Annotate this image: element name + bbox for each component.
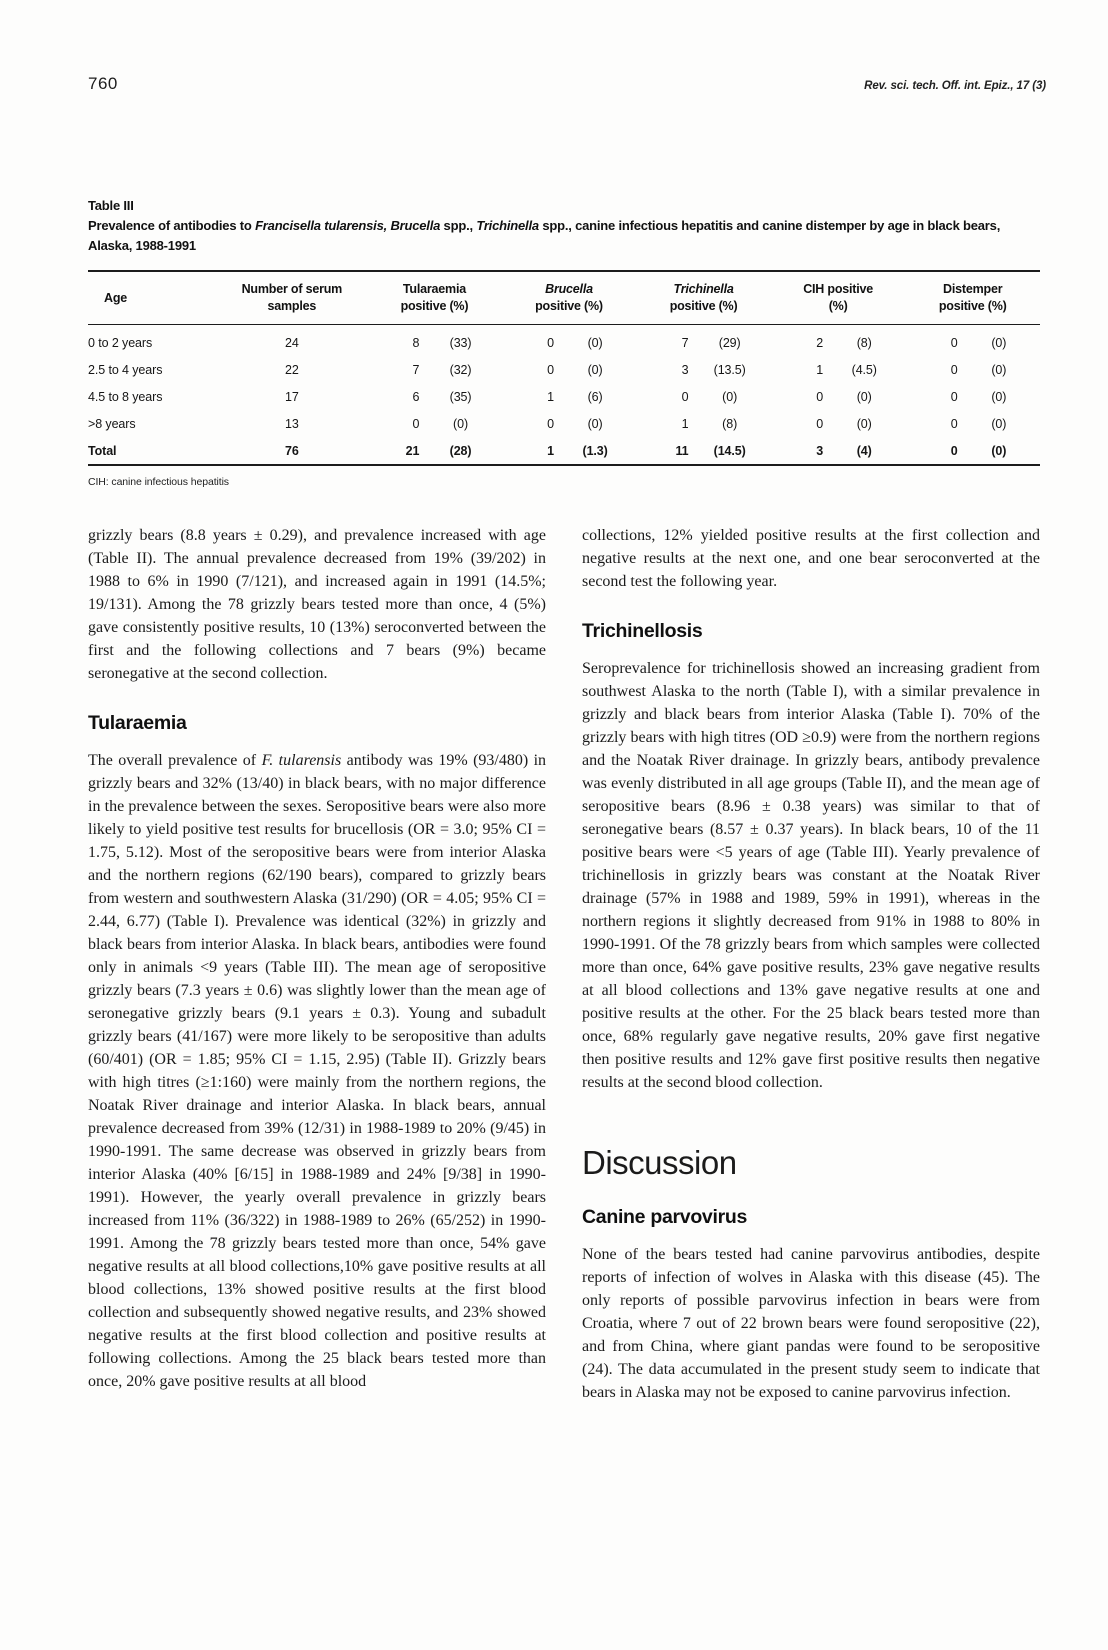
col-header-tularaemia: Tularaemia positive (%) — [367, 271, 502, 324]
table-cell: (14.5) — [713, 443, 746, 458]
table-cell: (0) — [856, 416, 872, 431]
col-header-distemper: Distemper positive (%) — [905, 271, 1040, 324]
paragraph — [88, 749, 546, 1393]
table-cell: (33) — [449, 335, 472, 350]
table-cell: 0 — [950, 416, 958, 431]
table-header — [88, 271, 1040, 324]
table-cell: 13 — [284, 416, 299, 431]
text-run: None of the bears tested had canine parvovirus antibodies, despite reports of infection of wolves in Alaska with this disease (45). The only reports of possible parvovirus infection in bears were from Croatia, where 7 out of 22 brown bears were found seropositive (22), and from China, where giant pandas were found to be seropositive (24). The data accumulated in the present study seem to indicate that bears in Alaska may not be exposed to canine parvovirus infection. — [582, 1246, 1040, 1401]
table-cell: 22 — [284, 362, 299, 377]
table-cell: (4.5) — [851, 362, 877, 377]
table-cell: (0) — [991, 362, 1007, 377]
table-cell: (0) — [587, 362, 603, 377]
table-cell: 76 — [284, 443, 299, 458]
text-run: antibody was 19% (93/480) in grizzly bears and 32% (13/40) in black bears, with no major difference in the prevalence between the sexes. Seropositive bears were also more likely to yield positive test results for brucellosis (OR = 3.0; 95% CI = 1.75, 5.12). Most of the seropositive bears were from interior Alaska and the northern regions (62/190 bears), compared to grizzly bears from western and southwestern Alaska (31/290) (OR = 4.05; 95% CI = 2.44, 6.77) (Table I). Prevalence was identical (32%) in grizzly and black bears from interior Alaska. In black bears, antibodies were found only in animals <9 years (Table III). The mean age of seropositive grizzly bears (7.3 years ± 0.6) was slightly lower than the mean age of seronegative grizzly bears (9.1 years ± 0.3). Young and subadult grizzly bears (41/167) were more likely to be seropositive than adults (60/401) (OR = 1.85; 95% CI = 1.15, 2.95) (Table II). Grizzly bears with high titres (≥1:160) were mainly from the northern regions, the Noatak River drainage and interior Alaska. In black bears, annual prevalence decreased from 39% (12/31) in 1988-1989 to 20% (9/45) in 1990-1991. The same decrease was observed in grizzly bears from interior Alaska (40% [6/15] in 1988-1989 and 24% [9/38] in 1990-1991). However, the yearly overall prevalence in grizzly bears increased from 11% (36/322) in 1988-1989 to 26% (65/252) in 1990-1991. Among the 78 grizzly bears tested more than once, 54% gave negative results at all blood collections,10% gave positive results at all blood collections, 13% showed positive results at the first blood collection and subsequently showed negative results, and 23% showed negative results at the first blood collection and positive results at following collections. Among the 25 black bears tested more than once, 20% gave positive results at all blood — [88, 752, 547, 1390]
table-cell: (29) — [718, 335, 741, 350]
table-row — [88, 356, 1040, 383]
table-cell: (0) — [722, 389, 738, 404]
table-label: Table III — [88, 198, 134, 213]
table-cell: 8 — [412, 335, 420, 350]
table-cell: 3 — [816, 443, 824, 458]
table-cell: 24 — [284, 335, 299, 350]
table-row — [88, 383, 1040, 410]
article-body — [88, 524, 1040, 1404]
table-cell: 21 — [405, 443, 420, 458]
table-row — [88, 410, 1040, 437]
running-header — [88, 74, 1046, 94]
table-cell: 2 — [816, 335, 824, 350]
table-cell: 0 — [816, 389, 824, 404]
text-run: spp., — [440, 218, 477, 234]
page-number: 760 — [88, 74, 118, 93]
table-cell: >8 years — [88, 416, 136, 431]
section-heading-tularaemia: Tularaemia — [88, 712, 187, 734]
italic-text-run: Trichinella — [476, 218, 539, 234]
paragraph — [88, 524, 546, 685]
table-cell: 0 — [681, 389, 689, 404]
table-cell: 7 — [681, 335, 689, 350]
section-heading-canine-parvovirus: Canine parvovirus — [582, 1206, 748, 1228]
table-cell: 0 — [412, 416, 420, 431]
table-cell: (8) — [722, 416, 738, 431]
table-cell: (0) — [991, 335, 1007, 350]
paragraph — [582, 657, 1040, 1094]
table-cell: (0) — [856, 389, 872, 404]
table-cell: 17 — [284, 389, 299, 404]
table-body — [88, 324, 1040, 465]
table-3-block — [88, 196, 1040, 488]
right-column — [582, 524, 1040, 1404]
text-run: grizzly bears (8.8 years ± 0.29), and prevalence increased with age (Table II). The annual prevalence decreased from 19% (39/202) in 1988 to 6% in 1990 (7/121), and increased again in 1991 (14.5%; 19/131). Among the 78 grizzly bears tested more than once, 4 (5%) gave consistently positive results, 10 (13%) seroconverted between the first and the following collections and 7 bears (9%) became seronegative at the second collection. — [88, 527, 546, 682]
table-cell: 0 to 2 years — [88, 335, 153, 350]
table-footnote: CIH: canine infectious hepatitis — [88, 476, 229, 489]
table-cell: (0) — [587, 416, 603, 431]
prevalence-table — [88, 270, 1040, 466]
table-cell: 0 — [547, 416, 554, 431]
table-cell: (13.5) — [713, 362, 746, 377]
table-cell: 0 — [816, 416, 824, 431]
table-cell: 0 — [950, 443, 958, 458]
text-run: Prevalence of antibodies to — [88, 218, 256, 234]
table-cell: Total — [88, 443, 117, 458]
table-cell: 7 — [412, 362, 420, 377]
table-cell: 0 — [547, 335, 554, 350]
table-cell: (4) — [856, 443, 872, 458]
table-cell: (0) — [587, 335, 603, 350]
table-cell: (1.3) — [582, 443, 608, 458]
col-header-samples: Number of serum samples — [217, 271, 368, 324]
text-run: Seroprevalence for trichinellosis showed an increasing gradient from southwest Alaska to the north (Table I), with a similar prevalence in grizzly and black bears from interior Alaska (Table I). 70% of the grizzly bears with high titres (OD ≥0.9) were from the northern regions and the Noatak River drainage. In grizzly bears, antibody prevalence was evenly distributed in all age groups (Table II), and the mean age of seropositive bears (8.96 ± 0.38 years) was similar to that of seronegative bears (8.57 ± 0.37 years). In black bears, 10 of the 11 positive bears were <5 years of age (Table III). Yearly prevalence of trichinellosis in grizzly bears was constant at the Noatak River drainage (57% in 1988 and 1989, 59% in 1991), whereas in the northern regions it slightly decreased from 91% in 1988 to 80% in 1990-1991. Of the 78 grizzly bears from which samples were collected more than once, 64% gave positive results, 23% gave negative results at all blood collections and 13% gave negative results at one and positive results at the other. For the 25 black bears tested more than once, 68% regularly gave negative results, 20% gave first negative then positive results and 12% gave first positive results then negative results at the second blood collection. — [582, 660, 1040, 1091]
table-cell: 1 — [816, 362, 824, 377]
table-cell: 4.5 to 8 years — [88, 389, 163, 404]
table-cell: 1 — [547, 389, 554, 404]
col-header-brucella: Brucella positive (%) — [502, 271, 637, 324]
table-caption — [88, 216, 1040, 256]
paragraph — [582, 1243, 1040, 1404]
col-header-cih: CIH positive (%) — [771, 271, 906, 324]
table-row — [88, 324, 1040, 356]
table-cell: (0) — [991, 443, 1007, 458]
table-cell: 0 — [950, 389, 958, 404]
table-cell: (32) — [449, 362, 472, 377]
journal-reference: Rev. sci. tech. Off. int. Epiz., 17 (3) — [864, 80, 1046, 92]
table-cell: (35) — [449, 389, 472, 404]
table-cell: 0 — [950, 362, 958, 377]
col-header-trichinella: Trichinella positive (%) — [636, 271, 771, 324]
table-cell: 11 — [675, 443, 689, 458]
section-heading-trichinellosis: Trichinellosis — [582, 620, 703, 642]
text-run: The overall prevalence of — [88, 752, 262, 769]
table-cell: 1 — [681, 416, 689, 431]
table-cell: 6 — [412, 389, 420, 404]
table-cell: (0) — [991, 416, 1007, 431]
table-cell: 2.5 to 4 years — [88, 362, 163, 377]
table-cell: (0) — [453, 416, 469, 431]
table-row — [88, 437, 1040, 465]
left-column — [88, 524, 546, 1404]
table-cell: (0) — [991, 389, 1007, 404]
col-header-age: Age — [88, 271, 217, 324]
italic-text-run: Francisella tularensis, Brucella — [255, 218, 441, 234]
table-cell: (28) — [449, 443, 472, 458]
text-run: spp., canine infectious hepatitis and canine distemper by age in black bears, Alaska, 1988-1991 — [88, 218, 1001, 254]
text-run: collections, 12% yielded positive results at the first collection and negative results at the next one, and one bear seroconverted at the second test the following year. — [582, 527, 1040, 590]
italic-text-run: F. tularensis — [261, 752, 342, 769]
paragraph — [582, 524, 1040, 593]
table-cell: (8) — [856, 335, 872, 350]
table-cell: 0 — [547, 362, 554, 377]
section-heading-discussion: Discussion — [582, 1144, 737, 1181]
table-cell: 1 — [547, 443, 554, 458]
table-cell: (6) — [587, 389, 603, 404]
table-cell: 3 — [681, 362, 689, 377]
table-cell: 0 — [950, 335, 958, 350]
